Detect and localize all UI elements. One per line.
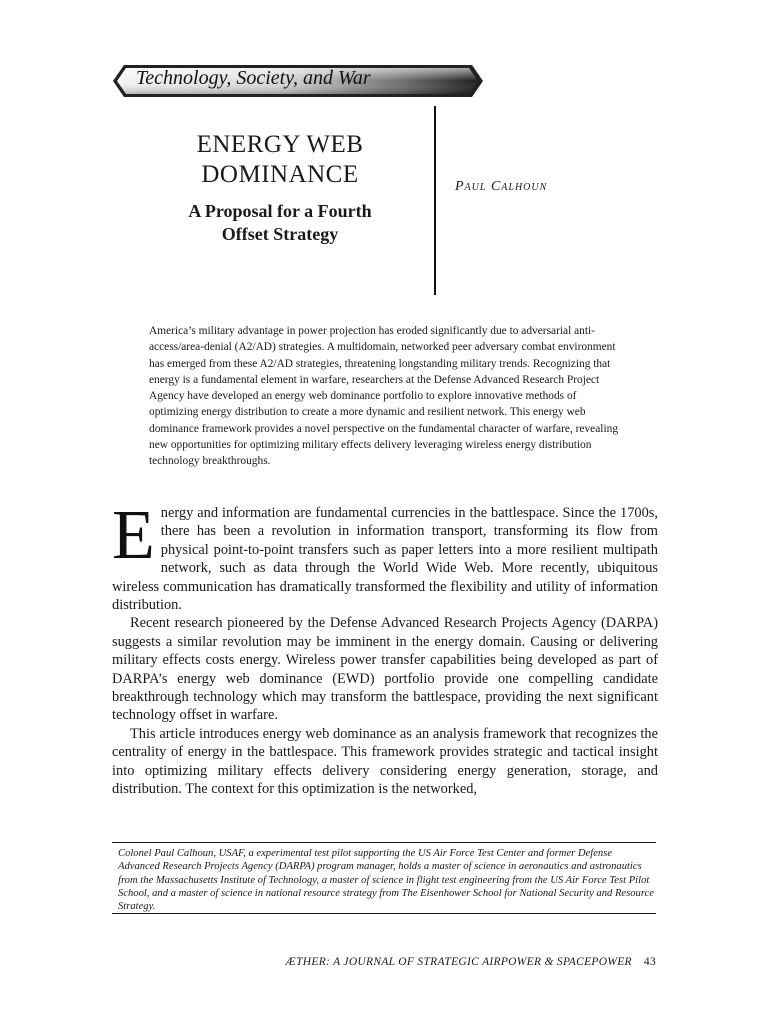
article-subtitle-line1: A Proposal for a Fourth — [188, 201, 372, 221]
body-paragraph-3: This article introduces energy web dominance as an analysis framework that recognizes the centrality of energy in the battlespace. This framework provides strategic and tactical insight into optimizing military effects delivery considering energy generation, storage, and distribution. The context for this optimization is the networked, — [112, 725, 658, 798]
bio-rule-bottom — [112, 913, 656, 914]
page-number: 43 — [643, 956, 656, 968]
article-title — [140, 130, 420, 190]
abstract-text: America’s military advantage in power projection has eroded significantly due to adversarial anti-access/area-denial (A2/AD) strategies. A multidomain, networked peer adversary combat environment has emerged from these A2/AD strategies, threatening longstanding military trends. Recognizing that energy is a fundamental element in warfare, researchers at the Defense Advanced Research Project Agency have developed an energy web dominance portfolio to explore innovative methods of optimizing energy distribution to create a more dynamic and resilient network. This energy web dominance framework provides a novel perspective on the fundamental character of warfare, revealing new opportunities for optimizing military effects delivery leveraging wireless energy distribution technology breakthroughs. — [149, 325, 619, 468]
abstract — [149, 323, 619, 470]
journal-name: ÆTHER: A JOURNAL OF STRATEGIC AIRPOWER & SPACEPOWER — [285, 956, 632, 968]
body-paragraph-1-text: nergy and information are fundamental currencies in the battlespace. Since the 1700s, there has been a revolution in information transport, transforming its flow from physical point-to-point transfers such as paper letters into a more resilient multipath network, such as data through the World Wide Web. More recently, ubiquitous wireless communication has dramatically transformed the flexibility and utility of information distribution. — [112, 505, 658, 614]
page-footer — [286, 956, 656, 968]
body-paragraph-2: Recent research pioneered by the Defense Advanced Research Projects Agency (DARPA) suggests a similar revolution may be imminent in the energy domain. Causing or delivering military effects costs energy. Wireless power transfer capabilities being developed as part of DARPA’s energy web dominance (EWD) portfolio provide one compelling candidate breakthrough technology which may transform the battlespace, providing the next significant technology offset in warfare. — [112, 615, 658, 724]
article-body — [112, 497, 658, 799]
article-subtitle — [140, 200, 420, 246]
article-title-line2: DOMINANCE — [201, 161, 359, 188]
title-divider — [434, 106, 436, 295]
section-banner — [112, 64, 484, 98]
bio-rule-top — [112, 842, 656, 843]
author-name: Paul Calhoun — [455, 179, 548, 194]
body-paragraph-1 — [112, 497, 658, 614]
author-bio: Colonel Paul Calhoun, USAF, a experimental test pilot supporting the US Air Force Test Center and former Defense Advanced Research Projects Agency (DARPA) program manager, holds a master of science in aeronautics and astronautics from the Massachusetts Institute of Technology, a master of science in flight test engineering from the US Air Force Test Pilot School, and a master of science in national resource strategy from The Eisenhower School for National Security and Resource Strategy. — [118, 848, 654, 913]
section-banner-label: Technology, Society, and War — [136, 67, 371, 89]
drop-cap: E — [112, 497, 155, 574]
article-subtitle-line2: Offset Strategy — [221, 224, 339, 244]
title-block — [140, 130, 420, 246]
article-title-line1: ENERGY WEB — [196, 131, 364, 158]
